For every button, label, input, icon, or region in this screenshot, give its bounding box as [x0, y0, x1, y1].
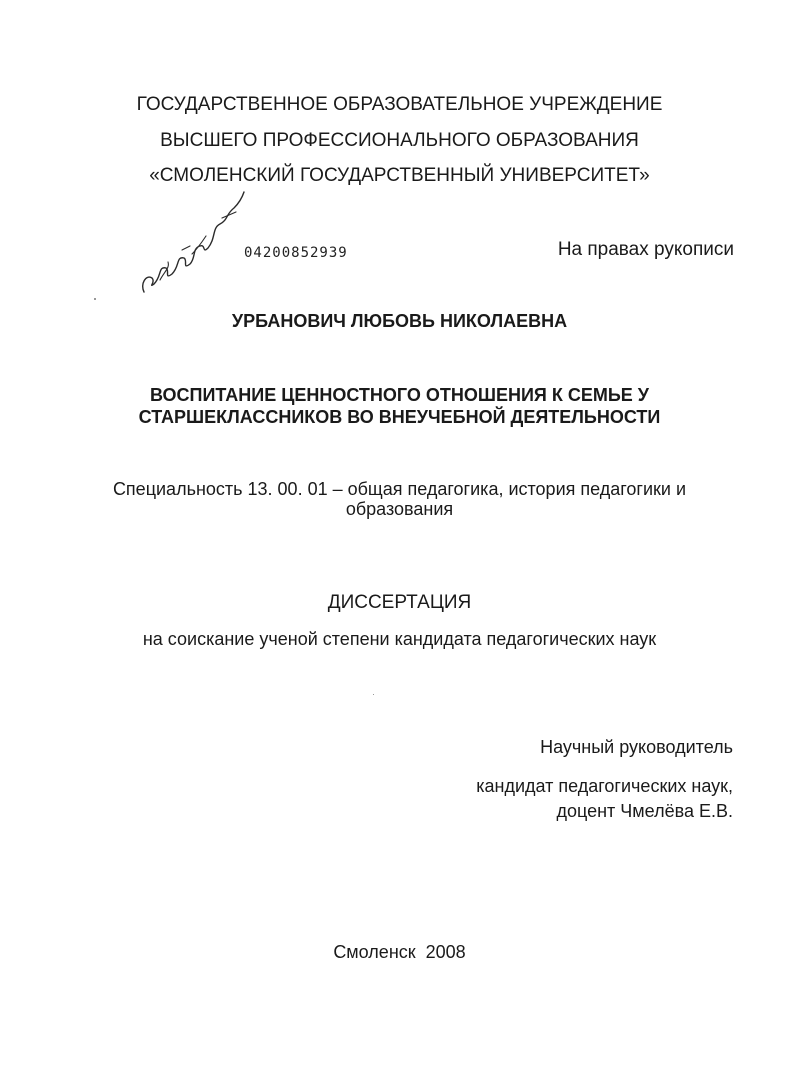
institution-line-2: ВЫСШЕГО ПРОФЕССИОНАЛЬНОГО ОБРАЗОВАНИЯ — [160, 130, 639, 151]
specialty-line-1: Специальность 13. 00. 01 – общая педагогика, история педагогики и — [112, 479, 687, 499]
stamp-number: 04200852939 — [244, 245, 348, 261]
title-line-2: СТАРШЕКЛАССНИКОВ ВО ВНЕУЧЕБНОЙ ДЕЯТЕЛЬНОСТИ — [138, 407, 661, 427]
handwritten-signature — [132, 188, 252, 300]
rights-note: На правах рукописи — [557, 239, 734, 260]
degree-line: на соискание ученой степени кандидата педагогических наук — [142, 629, 657, 649]
supervisor-name: доцент Чмелёва Е.В. — [556, 801, 733, 821]
scan-speck — [373, 694, 374, 695]
supervisor-heading: Научный руководитель — [540, 737, 733, 757]
work-type: ДИССЕРТАЦИЯ — [327, 592, 472, 613]
author-name: УРБАНОВИЧ ЛЮБОВЬ НИКОЛАЕВНА — [231, 311, 568, 331]
place-year: Смоленск 2008 — [333, 942, 466, 962]
institution-line-3: «СМОЛЕНСКИЙ ГОСУДАРСТВЕННЫЙ УНИВЕРСИТЕТ» — [149, 165, 650, 186]
title-line-1: ВОСПИТАНИЕ ЦЕННОСТНОГО ОТНОШЕНИЯ К СЕМЬЕ У — [150, 385, 649, 405]
scan-speck — [94, 298, 96, 300]
supervisor-title: кандидат педагогических наук, — [476, 776, 733, 796]
specialty-line-2: образования — [345, 499, 454, 519]
institution-line-1: ГОСУДАРСТВЕННОЕ ОБРАЗОВАТЕЛЬНОЕ УЧРЕЖДЕНИЕ — [136, 94, 663, 115]
